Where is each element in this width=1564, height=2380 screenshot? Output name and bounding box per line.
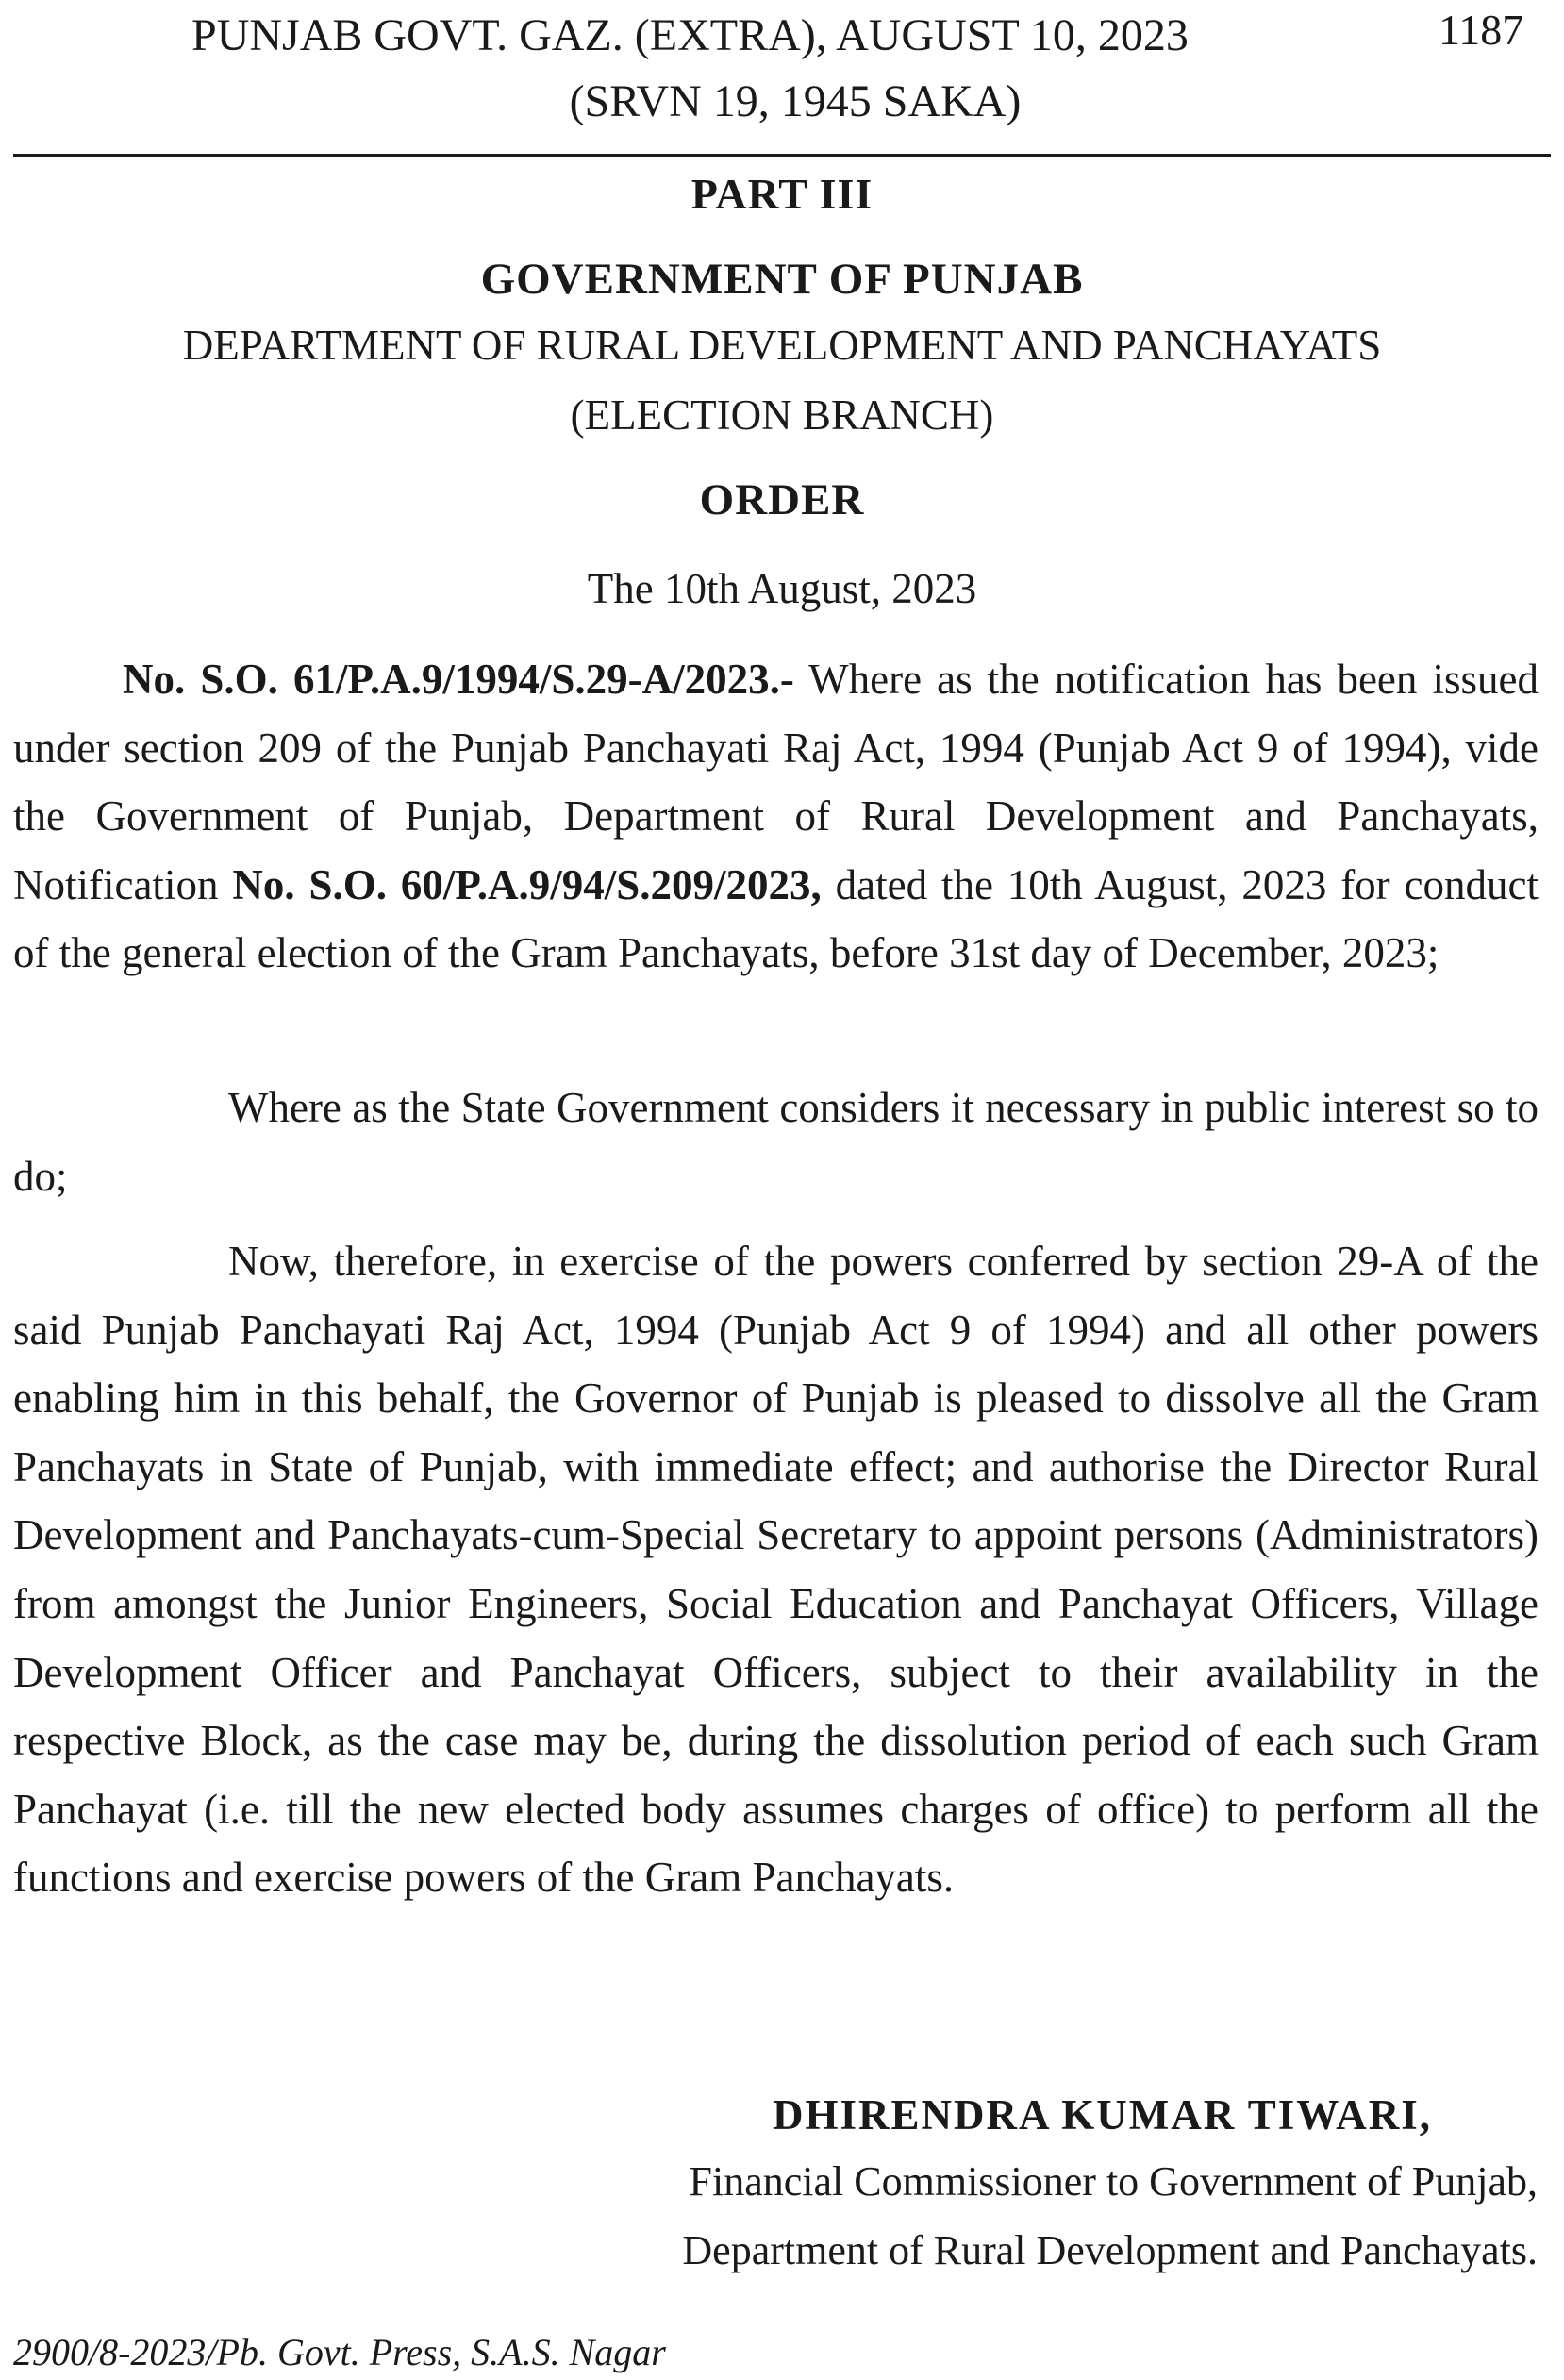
department-heading: DEPARTMENT OF RURAL DEVELOPMENT AND PANCHAYATS (182, 322, 1382, 369)
order-paragraph-1 (13, 645, 1539, 988)
page-number: 1187 (1439, 6, 1524, 54)
notification-number: No. S.O. 60/P.A.9/94/S.209/2023, (232, 860, 822, 908)
header-rule (13, 154, 1551, 157)
signatory-name: DHIRENDRA KUMAR TIWARI, (773, 2091, 1432, 2139)
press-footer: 2900/8-2023/Pb. Govt. Press, S.A.S. Nagar (13, 2331, 666, 2373)
gazette-header-date: (SRVN 19, 1945 SAKA) (569, 76, 1022, 126)
order-heading: ORDER (699, 475, 865, 524)
order-paragraph-2 (13, 1073, 1539, 1210)
paragraph-2-text: Where as the State Government considers it necessary in public interest so to do; (13, 1084, 1539, 1200)
paragraph-1-text-b: dated the 10th August, 2023 for conduct of the general election of the Gram Panchayats, before 31st day of December, 2023; (13, 860, 1539, 977)
order-paragraph-3 (13, 1227, 1539, 1912)
branch-heading: (ELECTION BRANCH) (570, 391, 994, 439)
order-number: No. S.O. 61/P.A.9/1994/S.29-A/2023.- (123, 656, 794, 703)
order-date: The 10th August, 2023 (587, 565, 977, 612)
paragraph-3-text: Now, therefore, in exercise of the powers conferred by section 29-A of the said Punjab Panchayati Raj Act, 1994 (Punjab Act 9 of 1994) and all other powers enabling him in this behalf, the Governor of Punjab is pleased to dissolve all the Gram Panchayats in State of Punjab, with immediate effect; and authorise the Director Rural Development and Panchayats-cum-Special Secretary to appoint persons (Administrators) from amongst the Junior Engineers, Social Education and Panchayat Officers, Village Development Officer and Panchayat Officers, subject to their availability in the respective Block, as the case may be, during the dissolution period of each such Gram Panchayat (i.e. till the new elected body assumes charges of office) to perform all the functions and exercise powers of the Gram Panchayats. (13, 1238, 1539, 1902)
government-heading: GOVERNMENT OF PUNJAB (480, 255, 1084, 304)
signatory-designation: Financial Commissioner to Government of Punjab, (689, 2158, 1538, 2205)
part-heading: PART III (690, 170, 874, 218)
gazette-header-title: PUNJAB GOVT. GAZ. (EXTRA), AUGUST 10, 2023 (191, 10, 1189, 60)
signatory-department: Department of Rural Development and Panchayats. (682, 2227, 1538, 2273)
paragraph-1-text-a: Where as the notification has been issued under section 209 of the Punjab Panchayati Raj Act, 1994 (Punjab Act 9 of 1994), vide the Government of Punjab, Department of Rural Development and Panchayats, Notification (13, 656, 1539, 908)
